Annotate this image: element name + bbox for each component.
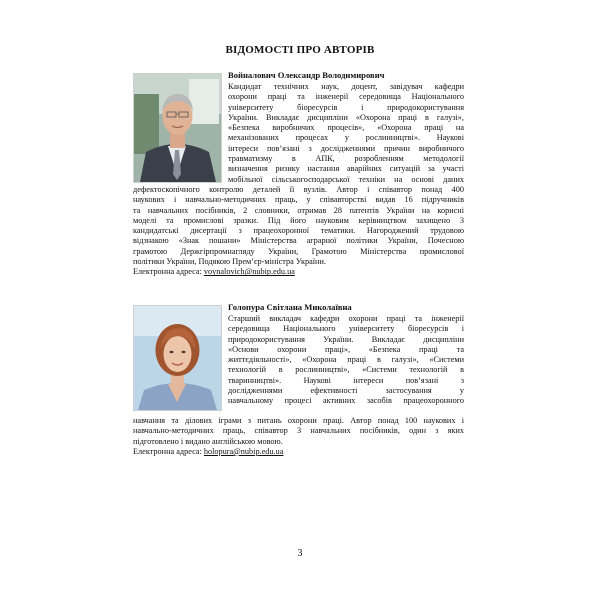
bio-line: наукових і навчально-методичних праць, у співавторстві видав 16 підручників	[133, 195, 464, 205]
author-bio-narrow	[228, 82, 464, 185]
bio-line: навчально-методичних праць, співавтор 3 навчальних посібників, один з яких	[133, 426, 464, 436]
bio-line: України. Викладає дисципліни «Охорона праці в галузі»,	[228, 112, 464, 122]
bio-line: травматизму в АПК, розробленням методології	[228, 154, 464, 164]
bio-line: дефектоскопічного контролю деталей її вузлів. Автор і співавтор понад 400	[133, 185, 464, 194]
bio-line: «Основи охорони праці», «Безпека праці та	[228, 344, 464, 354]
bio-line: підготовлено і видано англійською мовою.	[133, 436, 283, 446]
bio-line: університету біоресурсів і природокористування	[228, 102, 464, 112]
author-photo-voynalovych	[133, 73, 222, 183]
bio-line: моделі та промислові зразки. Під його науковим керівництвом захищено 3	[133, 215, 464, 225]
email-link[interactable]: holopura@nubip.edu.ua	[203, 446, 284, 456]
author-photo-holopura	[133, 305, 222, 411]
author-bio-narrow	[228, 314, 464, 407]
page-number: 3	[297, 548, 303, 559]
email-line	[133, 267, 464, 277]
bio-line: мобільної сільськогосподарської техніки на основі даних	[228, 174, 464, 184]
author-name: Войналович Олександр Володимирович	[228, 70, 385, 80]
bio-line: політики України, Подякою Прем’єр-міністра України.	[133, 257, 326, 267]
bio-line: охорони праці та інженерії середовища Національного	[228, 92, 464, 102]
bio-line: навчання та ділових ігрaми з питань охорони праці. Автор понад 100 наукових і	[133, 416, 464, 425]
bio-line: кандидатські дисертації з працеохоронної тематики. Нагороджений трудовою	[133, 226, 464, 236]
bio-line: «Безпека виробничих процесів», «Охорона праці на	[228, 123, 464, 133]
bio-line: механізованих процесах у рослинництві». Наукові	[228, 133, 464, 143]
author-name: Голопура Світлана Миколаївна	[228, 302, 352, 312]
bio-line: середовища Національного університету біоресурсів і	[228, 324, 464, 334]
bio-line: технологій в рослинництві», «Системи технологій в	[228, 365, 464, 375]
bio-line: Кандидат технічних наук, доцент, завідувач кафедри	[228, 82, 464, 91]
bio-line: інтереси пов’язані з дослідженнями причин виробничого	[228, 143, 464, 153]
author-bio-wide	[133, 416, 464, 457]
bio-line: грамотою Держгірпромнагляду України, Грамотою Міністерства промислової	[133, 246, 464, 256]
email-line	[133, 447, 464, 457]
bio-line: навчальному процесі активних засобів працеохоронного	[228, 396, 464, 406]
email-link[interactable]: voynalovich@nubip.edu.ua	[203, 267, 295, 277]
bio-line: Старший викладач кафедри охорони праці та інженерії	[228, 314, 464, 323]
email-label: Електронна адреса:	[133, 267, 202, 277]
email-label: Електронна адреса:	[133, 446, 202, 456]
bio-line: визначення ризику настання аварійних ситуацій за участі	[228, 164, 464, 174]
bio-line: та навчальних посібників, 2 словники, отримав 28 патентів України на корисні	[133, 205, 464, 215]
page-title: ВІДОМОСТІ ПРО АВТОРІВ	[225, 44, 375, 56]
bio-line: дослідженнями ефективності застосування у	[228, 386, 464, 396]
author-bio-wide	[133, 185, 464, 278]
bio-line: відзнакою «Знак пошани» Міністерства аграрної політики України, Почесною	[133, 236, 464, 246]
bio-line: природокористування України. Викладає дисципліни	[228, 334, 464, 344]
bio-line: тваринництві». Наукові інтереси пов’язані з	[228, 375, 464, 385]
bio-line: життєдіяльності», «Охорона праці в галузі», «Системи	[228, 355, 464, 365]
